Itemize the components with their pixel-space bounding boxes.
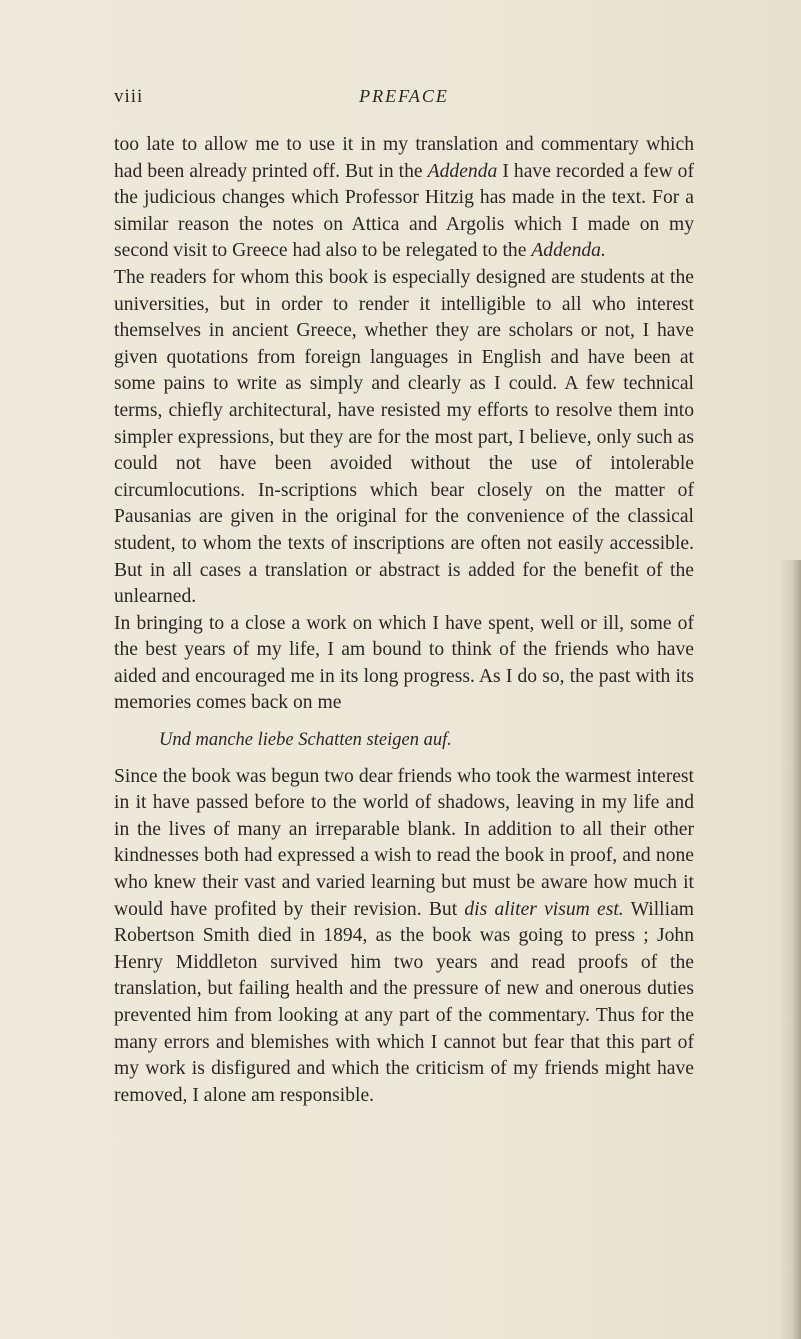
italic-text: dis aliter visum est. xyxy=(464,898,624,920)
italic-text: Addenda xyxy=(427,160,498,182)
page-edge-shadow xyxy=(779,560,801,1339)
paragraph xyxy=(114,611,694,717)
paragraph xyxy=(114,132,694,265)
page-number: viii xyxy=(114,86,144,107)
text-run: I have recorded a few of the judicious changes which Professor Hitzig has made in the text. For a similar reason the notes on Attica and Argolis which I made on my second visit to Greece had also to be relegated to the xyxy=(114,160,694,262)
italic-text: Addenda. xyxy=(531,240,606,262)
quotation: Und manche liebe Schatten steigen auf. xyxy=(159,730,452,751)
paragraph xyxy=(114,265,694,611)
paragraph xyxy=(114,764,694,1110)
body-text xyxy=(114,132,694,1109)
text-run: Since the book was begun two dear friends who took the warmest interest in it have passed before to the world of shadows, leaving in my life and in the lives of many an irreparable blank. In addition to all their other kindnesses both had expressed a wish to read the book in proof, and none who knew their vast and varied learning but must be aware how much it would have profited by their revision. But xyxy=(114,765,694,920)
running-head: PREFACE xyxy=(359,86,449,106)
text-run: William Robertson Smith died in 1894, as the book was going to press ; John Henry Middleton survived him two years and read proofs of the translation, but failing health and the pressure of new and onerous duties prevented him from looking at any part of the commentary. Thus for the many errors and blemishes with which I cannot but fear that this part of my work is disfigured and which the criticism of my friends might have removed, I alone am responsible. xyxy=(114,898,695,1106)
text-run: too late to allow me to use it in my translation and commentary which had been already printed off. But in the xyxy=(114,134,694,182)
text-run: In bringing to a close a work on which I have spent, well or ill, some of the best years of my life, I am bound to think of the friends who have aided and encouraged me in its long progress. As I do so, the past with its memories comes back on me xyxy=(114,612,694,714)
text-run: The readers for whom this book is especially designed are students at the universities, but in order to render it intelligible to all who interest themselves in ancient Greece, whether they are scholars or not, I have given quotations from foreign languages in English and have been at some pains to write as simply and clearly as I could. A few technical terms, chiefly architectural, have resisted my efforts to resolve them into simpler expressions, but they are for the most part, I believe, only such as could not have been avoided without the use of intolerable circumlocutions. In-scriptions which bear closely on the matter of Pausanias are given in the original for the convenience of the classical student, to whom the texts of inscriptions are often not easily accessible. But in all cases a translation or abstract is added for the benefit of the unlearned. xyxy=(114,266,694,608)
page-header xyxy=(114,86,694,116)
